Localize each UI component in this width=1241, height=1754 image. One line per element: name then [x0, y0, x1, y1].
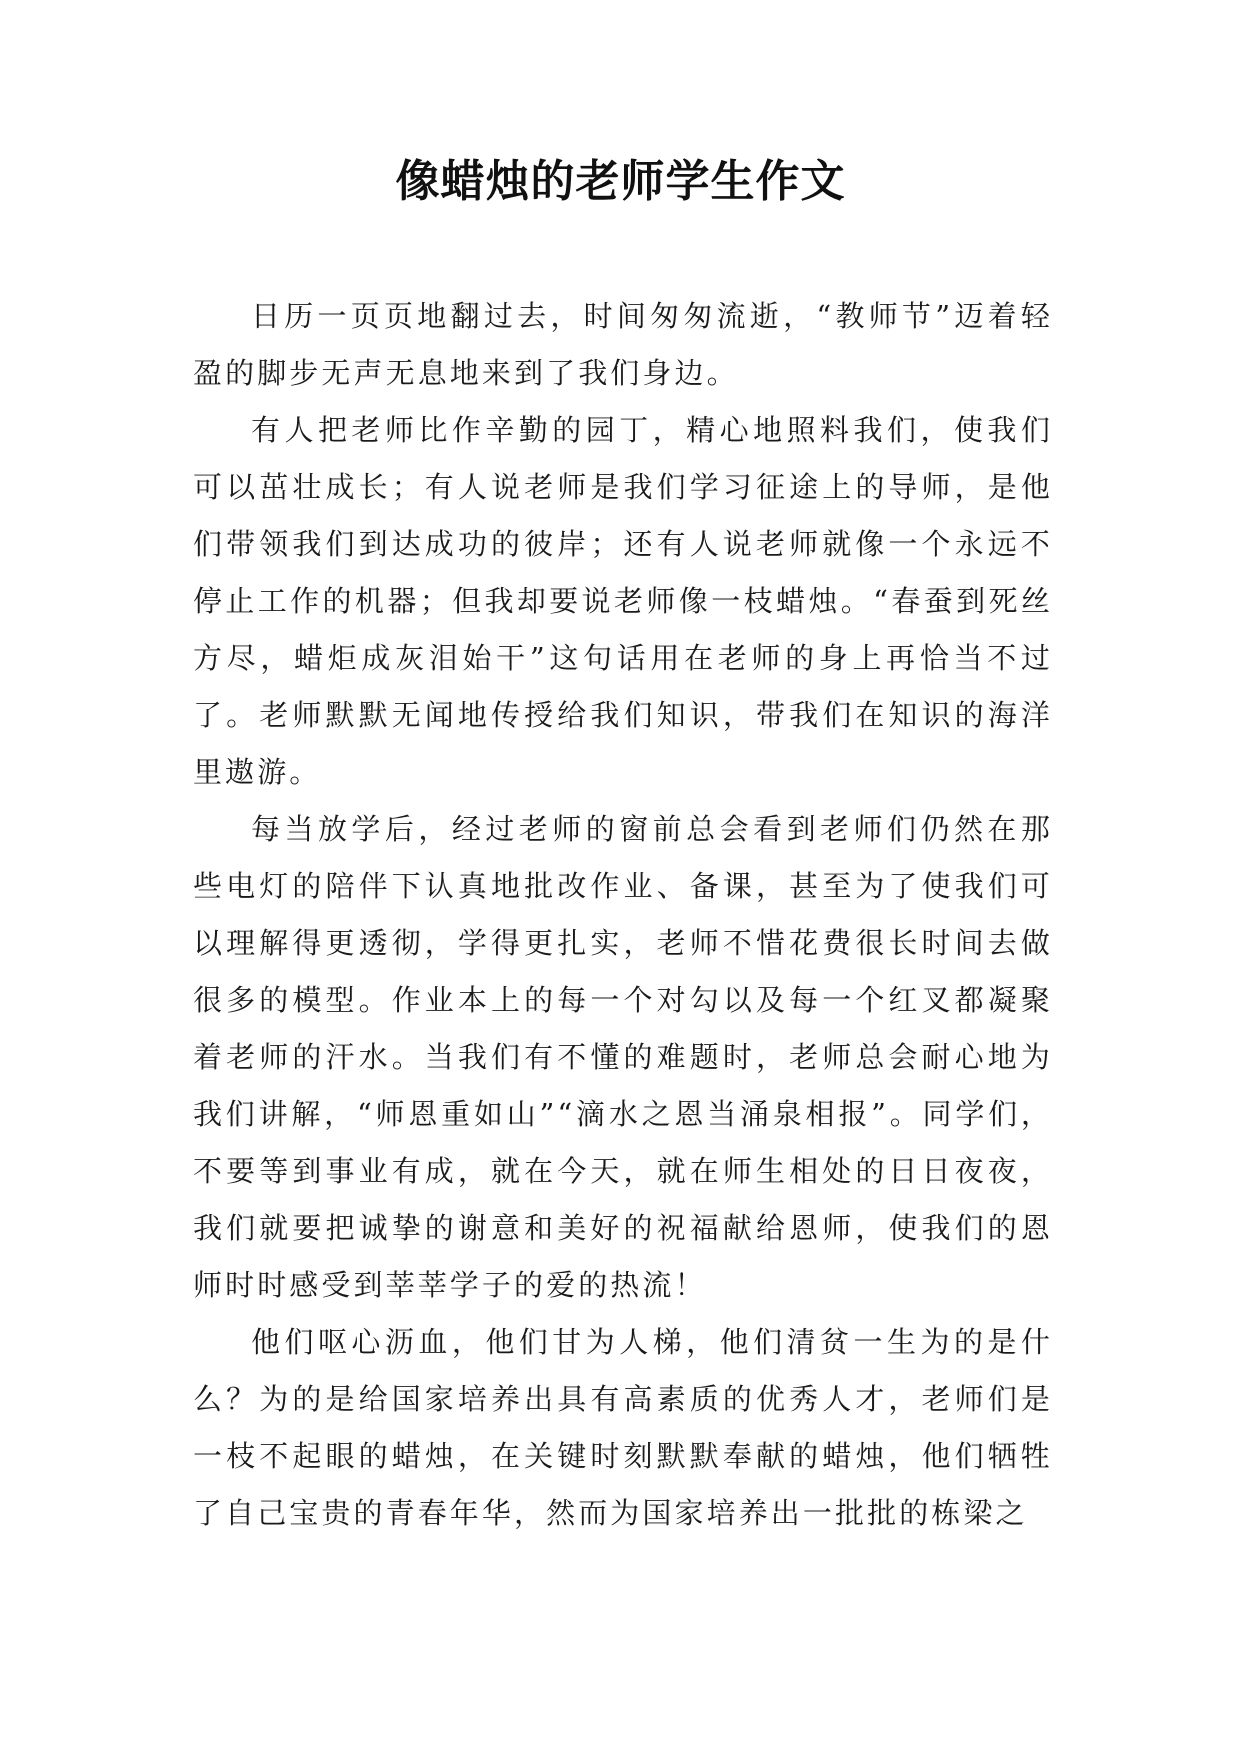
document-title: 像蜡烛的老师学生作文 [395, 156, 846, 207]
paragraph-2: 有人把老师比作辛勤的园丁，精心地照料我们，使我们可以茁壮成长；有人说老师是我们学习征途上的导师，是他们带领我们到达成功的彼岸；还有人说老师就像一个永远不停止工作的机器；但我却要说老师像一枝蜡烛。“春蚕到死丝方尽，蜡炬成灰泪始干”这句话用在老师的身上再恰当不过了。老师默默无闻地传授给我们知识，带我们在知识的海洋里遨游。 [193, 413, 1053, 789]
paragraph-1: 日历一页页地翻过去，时间匆匆流逝，“教师节”迈着轻盈的脚步无声无息地来到了我们身边。 [193, 299, 1053, 390]
document-body [193, 288, 1053, 1542]
paragraph-4: 他们呕心沥血，他们甘为人梯，他们清贫一生为的是什么？为的是给国家培养出具有高素质的优秀人才，老师们是一枝不起眼的蜡烛，在关键时刻默默奉献的蜡烛，他们牺牲了自己宝贵的青春年华，然而为国家培养出一批批的栋梁之 [193, 1325, 1053, 1530]
paragraph-3: 每当放学后，经过老师的窗前总会看到老师们仍然在那些电灯的陪伴下认真地批改作业、备课，甚至为了使我们可以理解得更透彻，学得更扎实，老师不惜花费很长时间去做很多的模型。作业本上的每一个对勾以及每一个红叉都凝聚着老师的汗水。当我们有不懂的难题时，老师总会耐心地为我们讲解，“师恩重如山”“滴水之恩当涌泉相报”。同学们，不要等到事业有成，就在今天，就在师生相处的日日夜夜，我们就要把诚挚的谢意和美好的祝福献给恩师，使我们的恩师时时感受到莘莘学子的爱的热流！ [193, 812, 1053, 1302]
